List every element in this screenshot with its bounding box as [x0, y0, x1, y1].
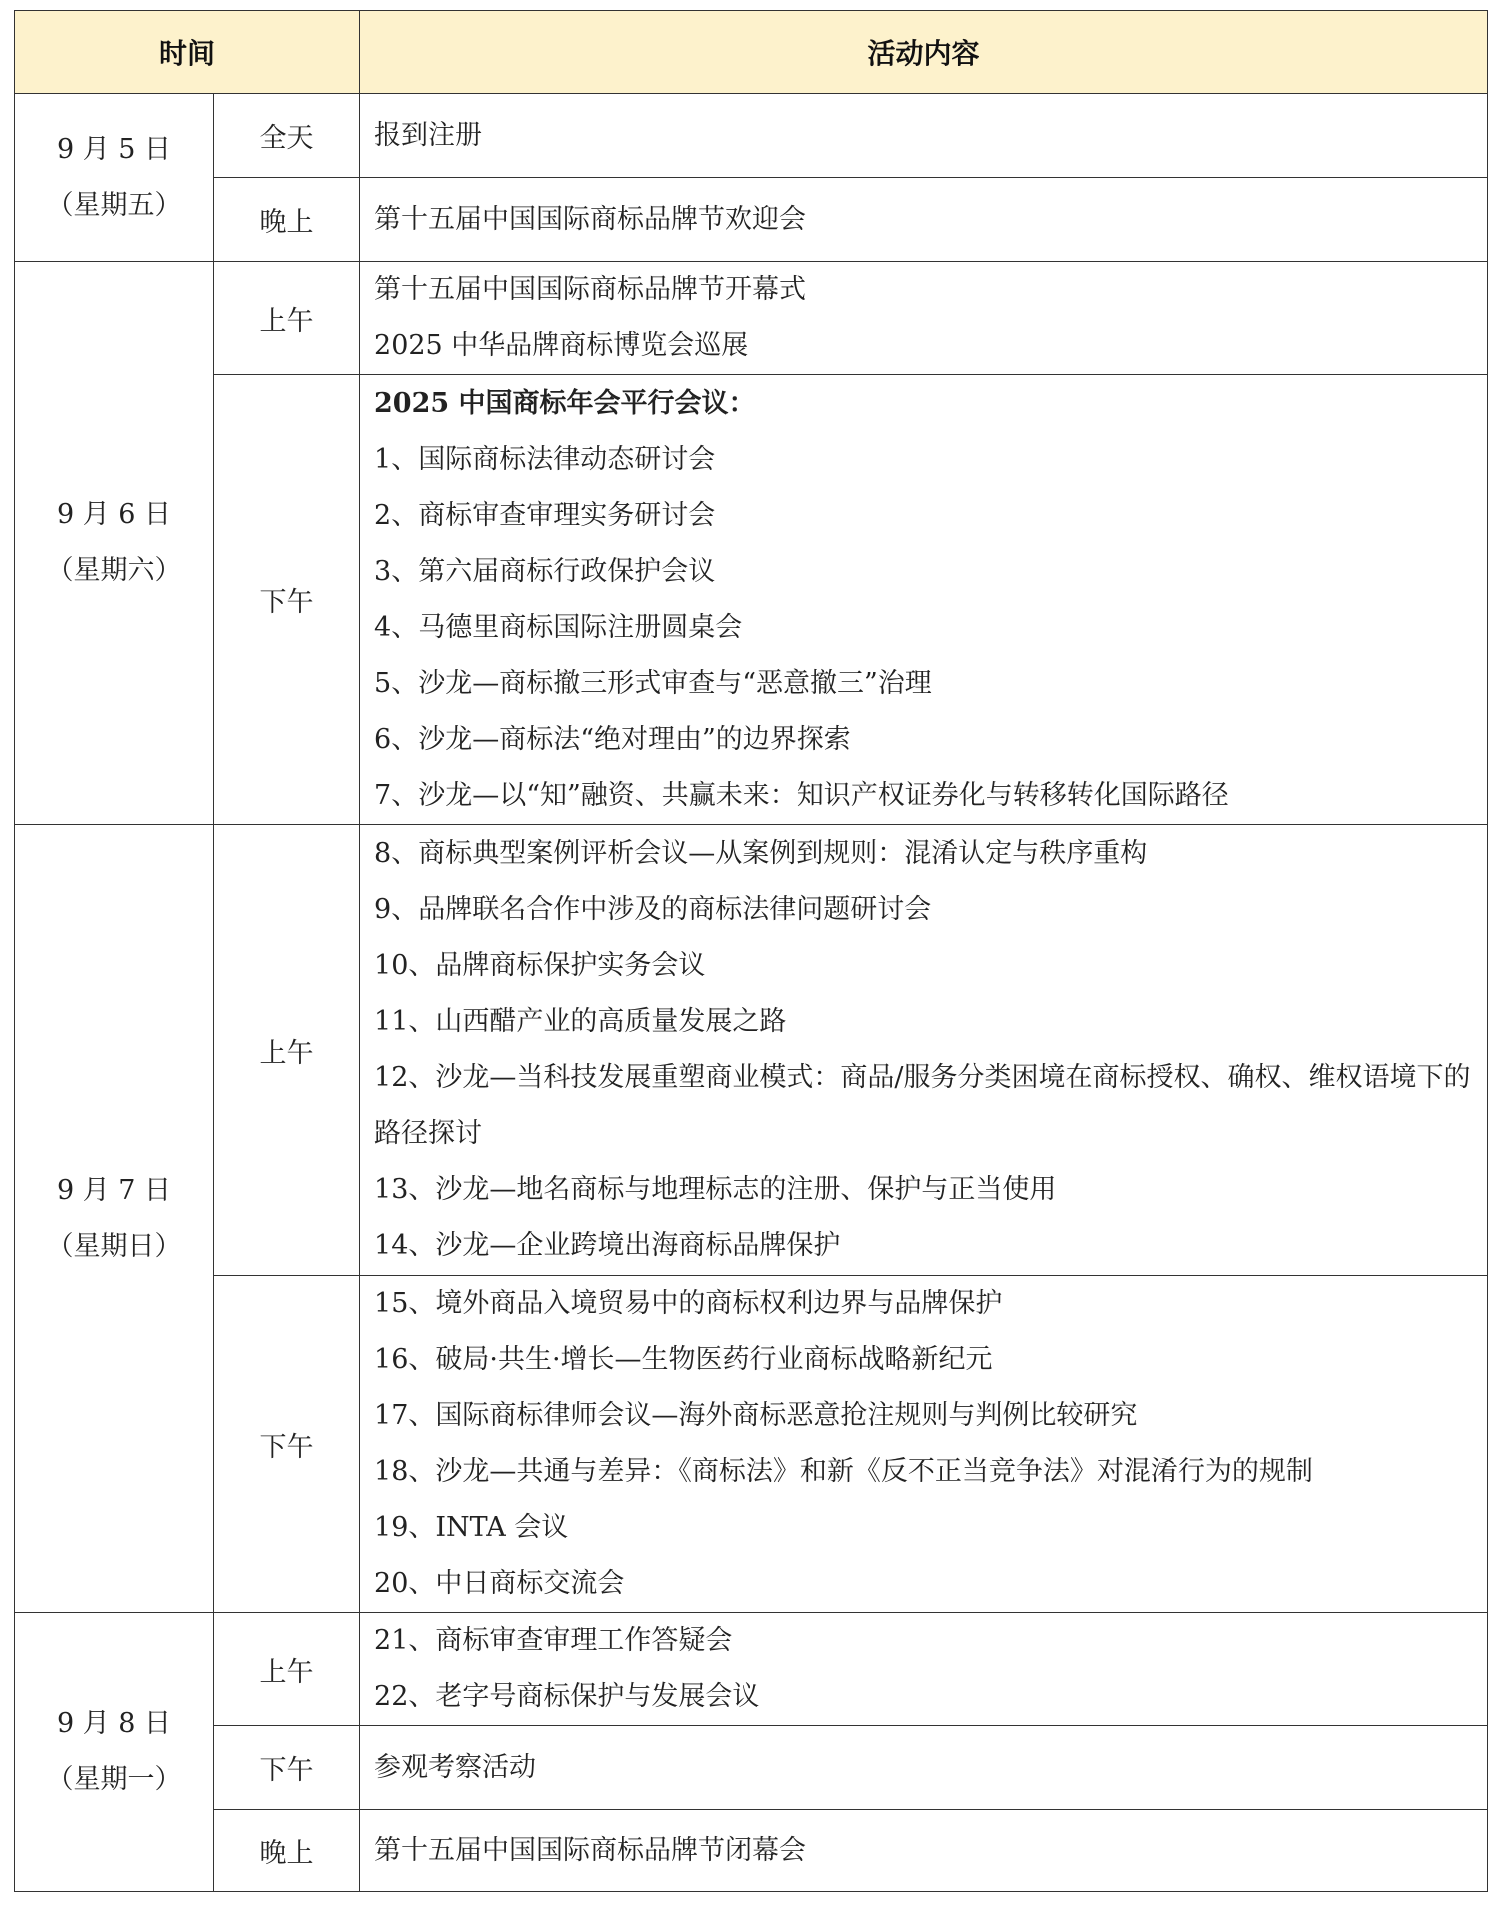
content-cell: [360, 178, 1488, 262]
activity-item: 3、第六届商标行政保护会议: [374, 555, 716, 587]
period-cell: 晚上: [214, 1810, 360, 1892]
date-cell: [15, 262, 214, 825]
date-label: 9 月 6 日: [56, 499, 172, 530]
activity-item: 4、马德里商标国际注册圆桌会: [374, 611, 743, 643]
header-row: [15, 11, 1488, 94]
activity-item: 第十五届中国国际商标品牌节开幕式: [374, 274, 807, 305]
content-cell: [360, 1276, 1488, 1613]
header-time: 时间: [15, 11, 360, 94]
activity-item: 2、商标审查审理实务研讨会: [374, 499, 716, 531]
weekday-label: （星期一）: [46, 1764, 182, 1795]
activity-item: 20、中日商标交流会: [374, 1568, 625, 1599]
activity-item: 2025 中华品牌商标博览会巡展: [374, 330, 749, 361]
activity-item: 15、境外商品入境贸易中的商标权利边界与品牌保护: [374, 1288, 1003, 1319]
content-cell: [360, 1810, 1488, 1892]
activity-item: 6、沙龙—商标法“绝对理由”的边界探索: [374, 723, 851, 755]
period-cell: 下午: [214, 375, 360, 825]
activity-item: 21、商标审查审理工作答疑会: [374, 1625, 733, 1656]
date-label: 9 月 7 日: [56, 1174, 172, 1206]
activity-item: 17、国际商标律师会议—海外商标恶意抢注规则与判例比较研究: [374, 1400, 1138, 1431]
period-cell: 全天: [214, 94, 360, 178]
activity-item: 5、沙龙—商标撤三形式审查与“恶意撤三”治理: [374, 667, 932, 699]
activity-item: 第十五届中国国际商标品牌节欢迎会: [374, 203, 807, 235]
weekday-label: （星期日）: [46, 1230, 182, 1262]
table-row: [15, 94, 1488, 178]
content-cell: [360, 1613, 1488, 1726]
period-cell: 晚上: [214, 178, 360, 262]
table-row: [15, 825, 1488, 1276]
activity-item: 11、山西醋产业的高质量发展之路: [374, 1006, 787, 1037]
date-cell: [15, 94, 214, 262]
table-row: [15, 1726, 1488, 1810]
activity-item: 8、商标典型案例评析会议—从案例到规则：混淆认定与秩序重构: [374, 838, 1148, 869]
period-cell: 下午: [214, 1276, 360, 1613]
table-row: [15, 375, 1488, 825]
table-row: [15, 1276, 1488, 1613]
period-cell: 上午: [214, 262, 360, 375]
date-cell: [15, 1613, 214, 1892]
session-heading: 2025 中国商标年会平行会议：: [374, 387, 756, 419]
date-label: 9 月 8 日: [56, 1708, 172, 1739]
activity-item: 第十五届中国国际商标品牌节闭幕会: [374, 1834, 807, 1866]
table-row: [15, 1810, 1488, 1892]
period-cell: 上午: [214, 825, 360, 1276]
weekday-label: （星期六）: [46, 555, 182, 586]
table-row: [15, 178, 1488, 262]
activity-item: 13、沙龙—地名商标与地理标志的注册、保护与正当使用: [374, 1174, 1057, 1205]
content-cell: [360, 262, 1488, 375]
activity-item: 10、品牌商标保护实务会议: [374, 950, 706, 981]
content-cell: [360, 94, 1488, 178]
activity-item: 1、国际商标法律动态研讨会: [374, 443, 716, 475]
schedule-table: [14, 10, 1488, 1892]
activity-item: 参观考察活动: [374, 1751, 537, 1783]
content-cell: [360, 1726, 1488, 1810]
weekday-label: （星期五）: [46, 189, 182, 221]
activity-item: 19、INTA 会议: [374, 1512, 569, 1543]
activity-item: 9、品牌联名合作中涉及的商标法律问题研讨会: [374, 894, 932, 925]
activity-item: 18、沙龙—共通与差异：《商标法》和新《反不正当竞争法》对混淆行为的规制: [374, 1456, 1313, 1487]
date-label: 9 月 5 日: [56, 133, 172, 165]
activity-item: 16、破局·共生·增长—生物医药行业商标战略新纪元: [374, 1344, 993, 1375]
content-cell: [360, 375, 1488, 825]
table-row: [15, 262, 1488, 375]
content-cell: [360, 825, 1488, 1276]
table-row: [15, 1613, 1488, 1726]
activity-item: 7、沙龙—以“知”融资、共赢未来：知识产权证券化与转移转化国际路径: [374, 779, 1229, 811]
period-cell: 下午: [214, 1726, 360, 1810]
header-content: 活动内容: [360, 11, 1488, 94]
date-cell: [15, 825, 214, 1613]
activity-item: 12、沙龙—当科技发展重塑商业模式：商品/服务分类困境在商标授权、确权、维权语境下的路径探讨: [374, 1062, 1471, 1149]
activity-item: 22、老字号商标保护与发展会议: [374, 1681, 760, 1712]
period-cell: 上午: [214, 1613, 360, 1726]
activity-item: 14、沙龙—企业跨境出海商标品牌保护: [374, 1230, 841, 1261]
activity-item: 报到注册: [374, 119, 483, 151]
